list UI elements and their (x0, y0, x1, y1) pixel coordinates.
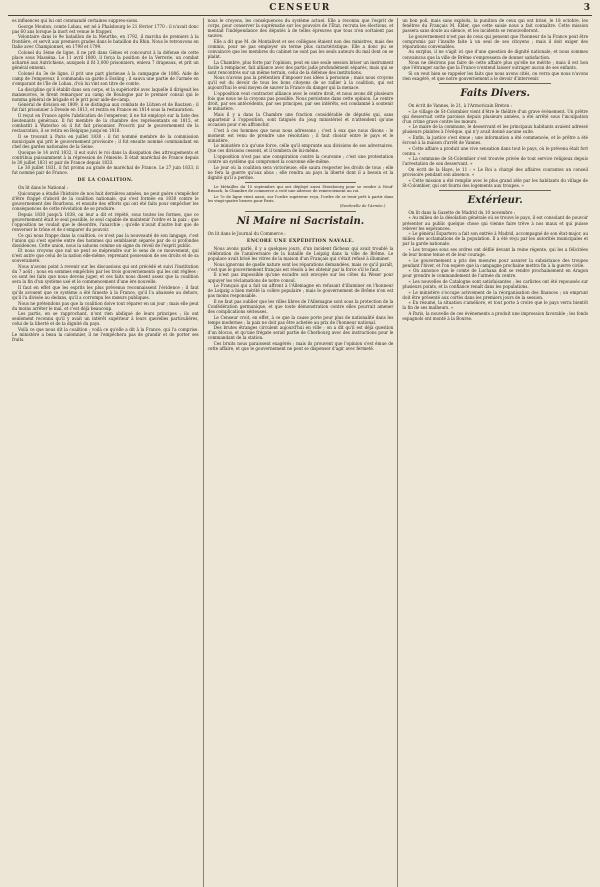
paragraph: C'est à ces hommes que nous nous adressons ; c'est à eux que nous disons : le moment est venu de prendre une résolution ; il faut choisir entre le pays et le ministère. (207, 127, 394, 143)
masthead (8, 3, 592, 16)
paragraph: Nous n'avons point à revenir sur les discussions qui ont précédé et suivi l'institution du 7 août ; nous en sommes empêchés par les trois gouvernements qui les ont réglées ; ce sont les faits que nous devons juger, et ces faits nous disent assez que la coalition sera la fin d'un système usé et le commencement d'une ère nouvelle. (12, 264, 199, 285)
paragraph: Mais il y a dans la Chambre une fraction considérable de députés qui, sans appartenir à l'opposition, sont fatigués du joug ministériel et n'attendent qu'une occasion pour s'en affranchir. (207, 111, 394, 127)
paragraph: Elle a dit que M. de Montalivet et ses collègues étaient non des ministres, mais des commis, pour ne pas employer un terme plus caractéristique. Elle a donc pu se convaincre que les membres du cabinet ne sont pas les seuls auteurs du mal dont on se plaint. (207, 38, 394, 59)
newspaper-title: CENSEUR (269, 3, 331, 13)
paragraph: Le ministère n'a qu'une force, celle qu'il emprunte aux divisions de ses adversaires. Que ces divisions cessent, et il tombera de lui-même. (207, 143, 394, 154)
section-heading: DE LA COALITION. (77, 178, 134, 184)
paragraph: « Le général Espartero a fait son entrée à Madrid, accompagné de son état-major, au milieu des acclamations de la population. Il a été reçu par les autorités municipales et par la garde nationale. (402, 231, 589, 247)
paragraph: Colonel du 3ème de ligne, il ne prit dans Gênes et concourut à la défense de cette place sous Masséna. Le 11 avril 1800, il força la position de la Verrerie, un combat acharné aux Autrichiens, auxquels il fit 3,000 prisonniers, enleva 7 drapeaux, et prit un général ennemi. (12, 50, 199, 71)
paragraph: On lit dans la Gazette de Madrid du 10 novembre : (408, 209, 516, 215)
column-2 (203, 18, 398, 887)
paragraph: George Mouton, comte Lobau, est né à Phalsbourg le 21 février 1770 : il n'avait donc pas 60 ans lorsque la mort est venue le frapper. (12, 23, 199, 34)
paragraph: La discipline qu'il établit dans son corps, et la supériorité avec laquelle il dirigeait les manœuvres, le firent remarquer au camp de Boulogne par le premier consul qui le nomma général de brigade et le prit pour aide-de-camp. (12, 86, 199, 102)
paragraph: Nous avons parlé, il y a quelques jours, d'un incident fâcheux qui avait troublé la célébration de l'anniversaire de la bataille de Leipzig dans la ville de Brême. Le populace avait brisé les vitres de la maison d'un Français qui s'était refusé à illuminer. (207, 246, 394, 262)
article-headline: Ni Maire ni Sacristain. (236, 215, 365, 227)
paragraph: Colonel du 3e de ligne, il prit une part glorieuse à la campagne de 1806. Aide de camp de l'empereur, il commanda sa garde à Essling ; il sauva une partie de l'armée en s'emparant de l'île de Lobau, d'où lui vint son titre de comte. (12, 70, 199, 86)
divider (439, 190, 550, 191)
paragraph: « Les nouvelles de Catalogne sont satisfaisantes ; les carlistes ont été repoussés sur plusieurs points, et la confiance renaît dans les populations. (402, 279, 589, 290)
paragraph: Les partis, en se rapprochant, n'ont rien abdiqué de leurs principes ; ils ont seulement reconnu qu'il y avait un intérêt supérieur à leurs querelles particulières, celui de la liberté et de la dignité du pays. (12, 311, 199, 327)
paragraph: A Paris, la nouvelle de ces événements a produit une impression favorable ; les fonds espagnols ont monté à la Bourse. (402, 311, 589, 322)
paragraph: « Enfin, la justice s'est émue ; une information a été commencée, et le prêtre a été écroué à la maison d'arrêt de Vannes. (402, 135, 589, 146)
paragraph: « La commune de St-Colombier s'est trouvée privée de tout service religieux depuis l'arrestation de son desservant. » (402, 156, 589, 167)
paragraph: Ce qui nous frappe dans la coalition, ce n'est pas la nouveauté de son langage, c'est l'union qui s'est opérée entre des hommes qui semblaient séparés par de si profondes dissidences. Cette union, nous la saluons comme un signe du réveil de l'esprit public. (12, 232, 199, 248)
columns (8, 18, 592, 887)
paragraph: Il ne faut pas oublier que les villes libres de l'Allemagne sont sous la protection de la Confédération germanique, et que toute démonstration contre elles pourrait amener des complications sérieuses. (207, 298, 394, 314)
paragraph: Il faut en effet que les esprits les plus prévenus reconnaissent l'évidence ; il faut qu'ils avouent que ce système a été funeste à la France, qu'il l'a abaissée au dehors, qu'il l'a divisée au dedans, qu'il a corrompu les mœurs publiques. (12, 284, 199, 300)
paragraph: On lit dans le Journal du Commerce : (207, 230, 286, 236)
divider (439, 83, 550, 84)
section-headline: Extérieur. (467, 194, 523, 206)
paragraph: L'opposition veut contracter alliance avec le centre droit, et nous avons dit plusieurs fois que nous ne la croyons pas possible. Nous persistons dans cette opinion. Le centre droit, par ses antécédents, par ses principes, par ses intérêts, est condamné à soutenir le ministère. (207, 91, 394, 112)
paragraph: Nous n'avons pas la prétention d'imposer nos idées à personne ; mais nous croyons qu'il est du devoir de tous les bons citoyens de se rallier à la coalition, qui est aujourd'hui le seul moyen de sauver la France du danger qui la menace. (207, 75, 394, 91)
paragraph: Quoique le 14 avril 1832, il eut suivi le roi dans la dissipation des attroupements et contribua puissamment à la répression de l'émeute. Il était maréchal de France depuis le 30 juillet 1831 et pair de France depuis 1833. (12, 149, 199, 165)
paragraph: L'opposition n'est pas une conspiration contre la couronne ; c'est une protestation contre un système qui compromet la couronne elle-même. (207, 153, 394, 165)
paragraph: « On annonce que le comte de Luchana doit se rendre prochainement en Aragon pour prendre le commandement de l'armée du centre. (402, 268, 589, 279)
paragraph: Le gouvernement n'est pas de ceux qui pensent que l'honneur de la France peut être compromis par l'insulte faite à un seul de ses citoyens ; mais il doit exiger des réparations convenables. (402, 33, 589, 49)
paragraph: un bon poli, mais sans exploits, la punition de ceux qui ont brisé, le 18 octobre, les fenêtres du Français M. Elder, que cette saisie nous a fait connaître. Cette mission passera sans doute au silence, et les incidents se renouvelleront. (402, 18, 589, 34)
paragraph: es influences qui lui ont commandé certaines suppres-sions. (12, 18, 139, 23)
footnote: Le 7e de ligne vient aussi, sur l'ordre supérieur reçu, l'ordre de se tenir prêt à partir dans les vingt-quatre heures pour Paris. (207, 193, 394, 204)
paragraph: « Le gouvernement a pris des mesures pour assurer la subsistance des troupes pendant l'hiver, et l'on espère que la campagne prochaine mettra fin à la guerre civile. (402, 257, 589, 268)
divider (245, 182, 356, 183)
paragraph: nous le croyons, les conséquences du système actuel. Elle a reconnu que l'esprit de corps, pour conserver la suprématie sur les pouvoirs de l'État, recruta les élections, et mentait l'indépendance des députés à de telles épreuves que tous n'en sortaient pas sauves. (207, 18, 394, 39)
paragraph: On écrit de la Haye, le 11 : « Le Roi a chargé des affaires courantes un conseil provisoire pendant son absence. » (402, 167, 589, 178)
paragraph: Le jour où la coalition sera victorieuse, elle saura respecter les droits de tous ; elle ne fera la guerre qu'aux abus ; elle rendra au pays la liberté dont il a besoin et la dignité qu'il a perdue. (207, 164, 394, 180)
paragraph: Voilà ce que nous dit la coalition ; voilà ce qu'elle a dit à la France, qui l'a comprise. Le ministère a beau la calomnier, il ne l'empêchera pas de grandir et de porter ses fruits. (12, 327, 199, 343)
section-heading: ENCORE UNE EXPÉDITION NAVALE. (246, 239, 355, 244)
divider (245, 211, 356, 212)
paragraph: On écrit de Vannes, le 21, à l'Armoricain Breton : (408, 102, 512, 108)
paragraph: « Les troupes sous ses ordres ont défilé devant la reine régente, qui les a félicitées de leur bonne tenue et de leur courage. (402, 246, 589, 257)
paragraph: Depuis 1830 jusqu'à 1838, on leur a dit et répété, sous toutes les formes, que ce gouvernement était le seul possible, le seul capable de maintenir l'ordre et la paix ; que l'opposition ne voulait que le désordre, l'anarchie ; qu'elle n'avait d'autre but que de renverser le trône et de s'emparer du pouvoir. (12, 211, 199, 232)
paragraph: « Au milieu de la désolation générale où se trouve le pays, il est consolant de pouvoir présenter au public quelque chose qui vienne faire trêve à nos maux et qui puisse relever les espérances. (402, 215, 589, 231)
paragraph: « Cette mission a été remplie avec le plus grand zèle par les habitants du village de St-Colombier, qui ont fourni des logements aux troupes. » (402, 177, 589, 188)
paragraph: Nous ne prétendons pas que la coalition doive tout réparer en un jour ; mais elle peut du moins arrêter le mal, et c'est déjà beaucoup. (12, 300, 199, 311)
paragraph: Et nous croyons que nul ne peut se méprendre sur le sens de ce mouvement, qui n'est autre que celui de la nation elle-même, reprenant possession de ses droits et de sa souveraineté. (12, 248, 199, 264)
paragraph: Il se trouvait à Paris en juillet 1830 : il fut nommé membre de la commission municipale qui prit le gouvernement provisoire ; il fut ensuite nommé commandant en chef des gardes nationales de la Seine. (12, 133, 199, 149)
paragraph: Quiconque a étudié l'histoire de nos huit dernières années, ne peut guère s'empêcher d'être frappé d'abord de la coalition nationale, qui s'est formée en 1830 contre le gouvernement des Bourbons, et ensuite des efforts qui ont été faits pour empêcher les conséquences de cette révolution de se produire. (12, 191, 199, 212)
paragraph: Si on veut bien se rappeler les faits que nous avons cités, on verra que nous n'avons rien exagéré, et que notre gouvernement a le devoir d'intervenir. (402, 70, 589, 81)
paragraph: On lit dans le National : (18, 185, 69, 191)
paragraph: « Le maire de la commune, le desservant et les principaux habitants avaient adressé plusieurs plaintes à l'évêque, qui n'y avait donné aucune suite. (402, 124, 589, 135)
paragraph: Au surplus, il ne s'agit ici que d'une question de dignité nationale, et nous sommes convaincus que la ville de Brême s'empressera de donner satisfaction. (402, 49, 589, 60)
footnote: Le Métailles du 15 septembre qui ont déployé aussi Strasbourg pour se rendre à Neuf-Brisach, la Chambre de commerce a voté une adresse de remerciement au roi. (207, 183, 394, 194)
footnote-source: (Sentinelle de l'Armée.) (339, 203, 386, 209)
paragraph: « En résumé, la situation s'améliore, et tout porte à croire que le pays verra bientôt la fin de ses malheurs. » (402, 300, 589, 311)
section-headline: Faits Divers. (460, 87, 530, 99)
paragraph: Des brutes étranges circulent aujourd'hui en ville ; on a dit qu'il est déjà question d'un blocus, et qu'une frégate serait partie de Cherbourg avec des instructions pour le commandant de la station. (207, 325, 394, 341)
paragraph: Il reçut en France après l'abdication de l'empereur, il ne fut employé sur la liste des lieutenants généraux. Il fut membre de la chambre des représentants en 1815, et combattit à Waterloo où il fut fait prisonnier. Proscrit par le gouvernement de la restauration, il se retira en Belgique jusqu'en 1818. (12, 113, 199, 134)
paragraph: « Cette affaire a produit une vive sensation dans tout le pays, où le prévenu était fort connu. » (402, 145, 589, 156)
paragraph: « Le ministère s'occupe activement de la réorganisation des finances ; un emprunt doit être présenté aux cortès dans les premiers jours de la session. (402, 289, 589, 300)
paragraph: Nous ignorons de quelle nature sont les réparations demandées, mais ce qu'il paraît, c'est que le gouvernement français est résolu à les obtenir par la force s'il le faut. (207, 261, 394, 272)
paragraph: Ces bruits nous paraissent exagérés ; mais ils prouvent que l'opinion s'est émue de cette affaire, et que le gouvernement ne peut se dispenser d'agir avec fermeté. (207, 341, 394, 352)
paragraph: Il n'est pas impossible qu'une escadre soit envoyée sur les côtes du Weser pour appuyer les réclamations de notre consul. (207, 272, 394, 283)
paragraph: Nous ne désirons pas faire de cette affaire plus qu'elle ne mérite ; mais il est bon que l'étranger sache que la France n'entend laisser outrager aucun de ses enfants. (402, 60, 589, 71)
paragraph: Le Censeur croit, en effet, à ce que la cause porte pour plus de nationalité dans les temps modernes ; la paix ne doit pas être achetée au prix de l'honneur national. (207, 314, 394, 325)
paragraph: Général de division en 1809, il se distingua aux combats de Lützen et de Bautzen ; il fut fait prisonnier à Dresde en 1813, et rentra en France en 1814 sous la restauration. (12, 102, 199, 113)
page-number: 3 (583, 3, 590, 13)
paragraph: Le Français qui a fait un affront à l'Allemagne en refusant d'illuminer en l'honneur de Leipzig a bien mérité la colère populaire ; mais le gouvernement de Brême n'en est pas moins responsable. (207, 283, 394, 299)
column-3 (397, 18, 592, 887)
paragraph: « Le village de St-Colombier vient d'être le théâtre d'un grave événement. Un prêtre qui desservait cette paroisse depuis plusieurs années, a été arrêté sous l'inculpation d'un crime grave contre les mœurs. (402, 108, 589, 124)
paragraph: La Chambre, plus forte par l'opinion, peut en une seule session briser un instrument facile à remplacer, fait alliance avec des partis jadis profondément séparés, mais qui se sont rencontrés sur un même terrain, celui de la défense des institutions. (207, 59, 394, 75)
column-1 (8, 18, 203, 887)
paragraph: Le 30 juillet 1831, il fut promu au grade de maréchal de France. Le 27 juin 1833, il fut nommé pair de France. (12, 165, 199, 176)
paragraph: Volontaire dans le 9e bataillon de la Meurthe, en 1792, il marcha de premiers à la frontière, et servit aux premiers grades dans le bataillon du Rhin. Nous le retrouvons en Italie avec Championnet, en 1798 et 1799. (12, 34, 199, 50)
